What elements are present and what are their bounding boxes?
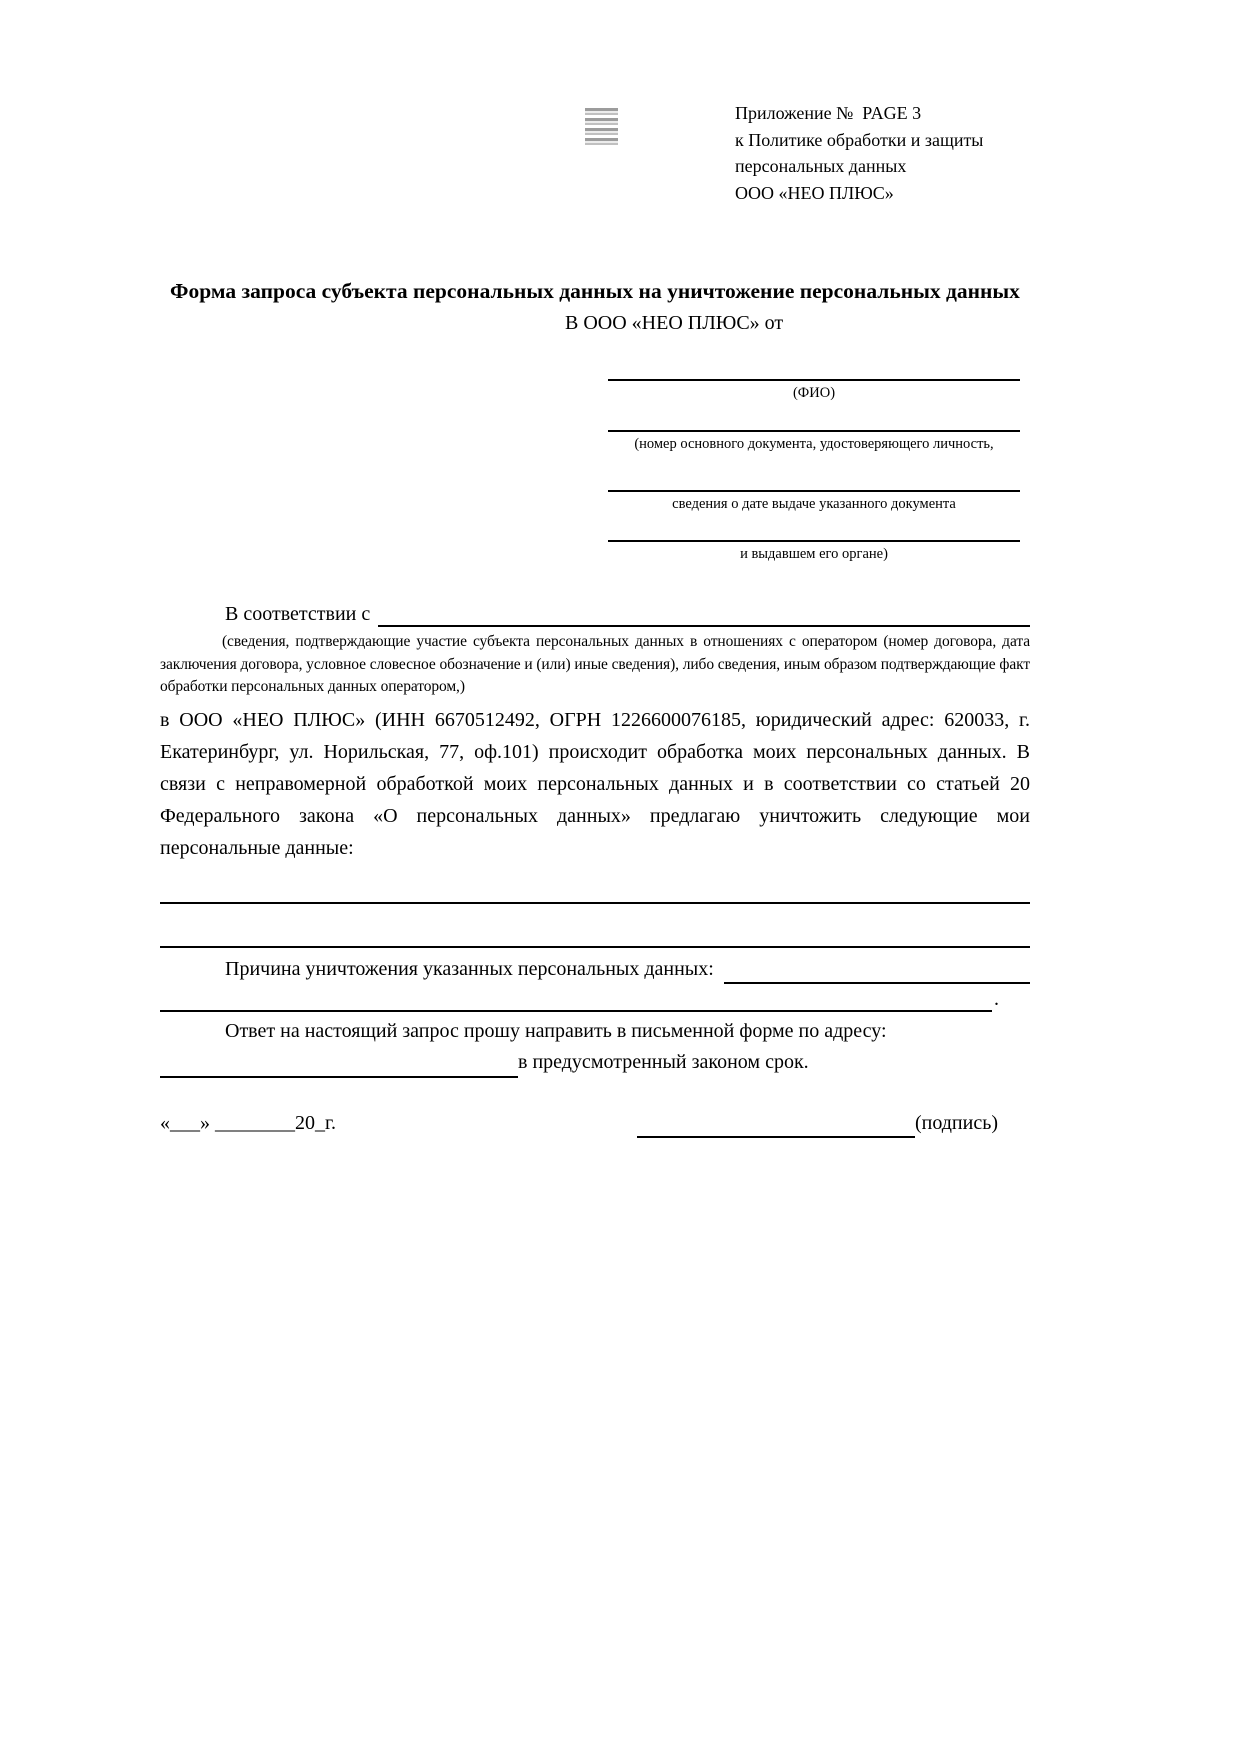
issuing-authority-caption: и выдавшем его органе)	[740, 546, 888, 562]
address-fill-line	[160, 1048, 518, 1078]
signature-fill-line	[637, 1109, 915, 1138]
date-signature-row	[160, 1108, 1030, 1138]
issue-date-caption: сведения о дате выдаче указанного документа	[672, 496, 956, 512]
appendix-line: Приложение № PAGE 3	[735, 103, 922, 123]
fio-caption: (ФИО)	[792, 385, 836, 401]
appendix-block	[735, 100, 1035, 206]
field-code-artifact-icon	[585, 108, 618, 148]
reason-fill-line-2	[160, 986, 992, 1012]
appendix-line: к Политике обработки и защиты	[735, 129, 984, 150]
response-request-line: Ответ на настоящий запрос прошу направить в письменной форме по адресу:	[225, 1019, 887, 1042]
trailing-period: .	[994, 987, 999, 1010]
issuing-authority-field	[608, 538, 1020, 565]
data-list-fill-line-1	[160, 864, 1030, 904]
body-paragraph: в ООО «НЕО ПЛЮС» (ИНН 6670512492, ОГРН 1226600076185, юридический адрес: 620033, г. Екатеринбург, ул. Норильская, 77, оф.101) происходит обработка моих персональных данных. В связи с неправомерной обработкой моих персональных данных и в соответствии со статьей 20 Федерального закона «О персональных данных» предлагаю уничтожить следующие мои персональные данные:	[160, 708, 1030, 859]
signature-group	[637, 1108, 998, 1138]
accordance-lead: В соответствии с	[225, 603, 371, 625]
response-tail: в предусмотренный законом срок.	[518, 1050, 809, 1073]
reason-fill-line	[724, 958, 1030, 984]
appendix-line: персональных данных	[735, 156, 907, 176]
appendix-line: ООО «НЕО ПЛЮС»	[735, 182, 894, 203]
date-blank: «___» ________20_г.	[160, 1111, 336, 1134]
addressee-line: В ООО «НЕО ПЛЮС» от	[565, 312, 784, 334]
accordance-footnote: (сведения, подтверждающие участие субъекта персональных данных в отношениях с оператором (номер договора, дата заключения договора, условное словесное обозначение и (или) иные сведения), либо сведения, иным образом подтверждающие факт обработки персональных данных оператором,)	[160, 633, 1030, 695]
document-header	[160, 100, 1030, 212]
issue-date-field	[608, 488, 1020, 515]
document-number-field	[608, 428, 1020, 455]
accordance-row	[160, 601, 1030, 627]
signature-caption: (подпись)	[914, 1111, 998, 1134]
reason-continuation-row	[160, 986, 1030, 1012]
data-list-fill-line-2	[160, 904, 1030, 948]
form-title: Форма запроса субъекта персональных данных на уничтожение персональных данных	[170, 279, 1020, 303]
fio-field	[608, 377, 1020, 404]
document-number-caption: (номер основного документа, удостоверяющего личность,	[634, 436, 994, 452]
identity-fill-fields	[160, 377, 1030, 565]
reason-label: Причина уничтожения указанных персональных данных:	[225, 957, 714, 980]
accordance-fill-line	[378, 601, 1030, 627]
response-address-row	[160, 1047, 1030, 1078]
reason-row	[160, 954, 1030, 984]
